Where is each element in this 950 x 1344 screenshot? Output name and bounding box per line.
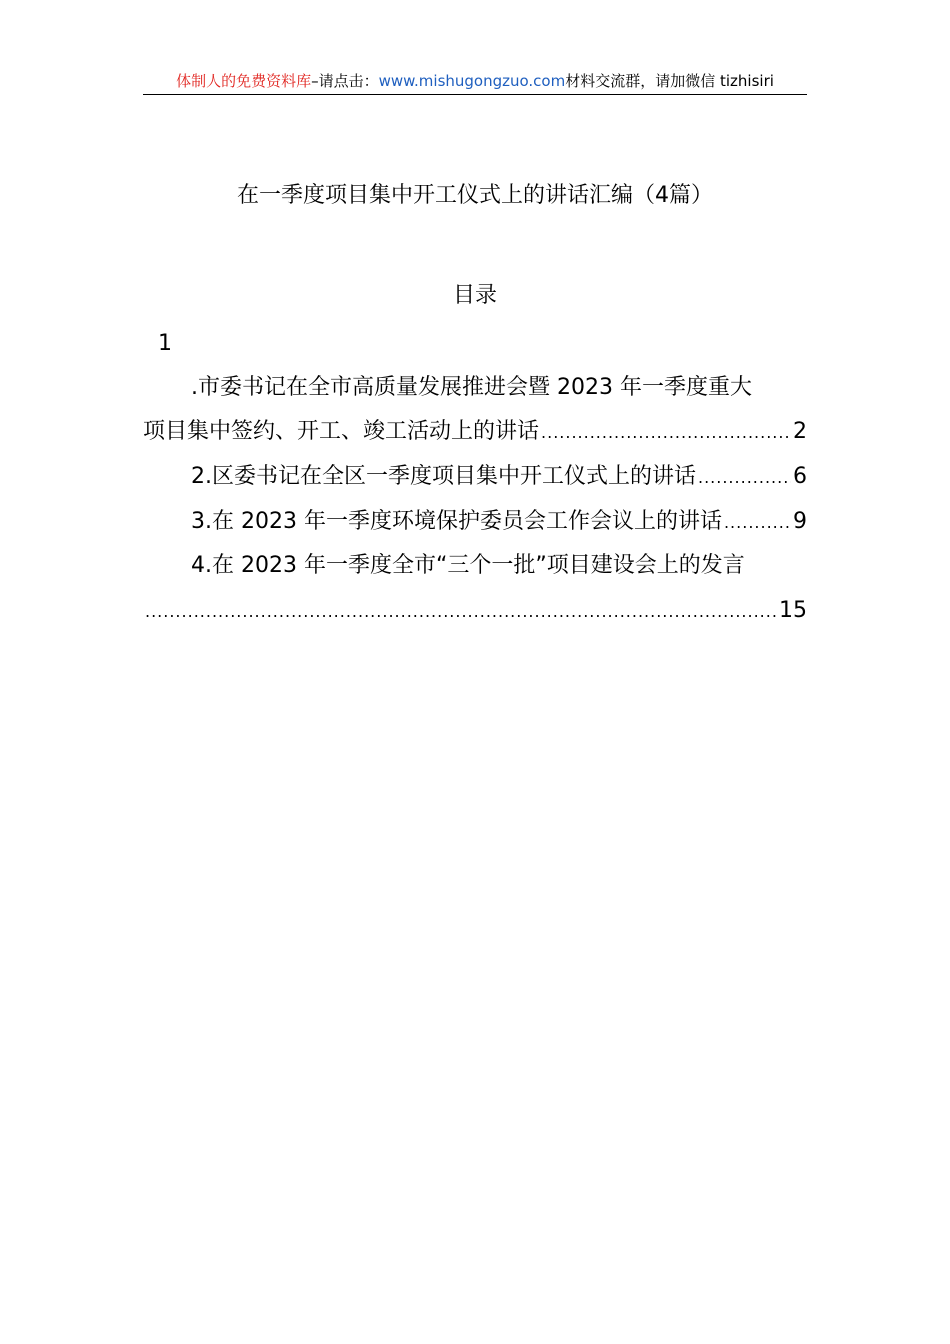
header-prompt: –请点击： (311, 72, 379, 90)
toc-entry-1-line2[interactable] (143, 414, 807, 450)
toc-entry-3-text: 3.在 2023 年一季度环境保护委员会工作会议上的讲话 (191, 509, 722, 534)
header-brand: 体制人的免费资料库 (176, 72, 312, 90)
toc-entry-2-text: 2.区委书记在全区一季度项目集中开工仪式上的讲话 (191, 464, 696, 489)
toc-leader-dots (698, 460, 791, 496)
toc-entry-4-line2[interactable] (143, 593, 807, 629)
toc-entry-4-page: 15 (779, 598, 807, 623)
toc-entry-4-text: 4.在 2023 年一季度全市“三个一批”项目建设会上的发言 (191, 553, 745, 578)
toc-entry-1-text-cont: 项目集中签约、开工、竣工活动上的讲话 (143, 419, 540, 444)
page-header (143, 62, 807, 95)
toc-entry-2-page: 6 (793, 464, 807, 489)
toc-entry-1-page: 2 (793, 419, 807, 444)
toc-leader-dots (541, 415, 791, 451)
toc-leader-dots (724, 505, 791, 541)
header-url-link[interactable]: www.mishugongzuo.com (378, 72, 566, 90)
toc-entry-2[interactable] (143, 459, 807, 495)
toc-entry-1-text: .市委书记在全市高质量发展推进会暨 2023 年一季度重大 (191, 375, 752, 400)
toc-entry-1-line1[interactable] (143, 370, 807, 406)
toc-entry-4-line1[interactable] (143, 548, 807, 584)
toc-entry-1-number: 1 (158, 331, 172, 356)
toc-leader-dots (145, 594, 777, 630)
toc-entry-3[interactable] (143, 504, 807, 540)
toc-entry-3-page: 9 (793, 509, 807, 534)
toc-heading: 目录 (452, 283, 497, 308)
document-title: 在一季度项目集中开工仪式上的讲话汇编（4篇） (237, 183, 713, 208)
header-suffix: 材料交流群，请加微信 tizhisiri (565, 72, 774, 90)
